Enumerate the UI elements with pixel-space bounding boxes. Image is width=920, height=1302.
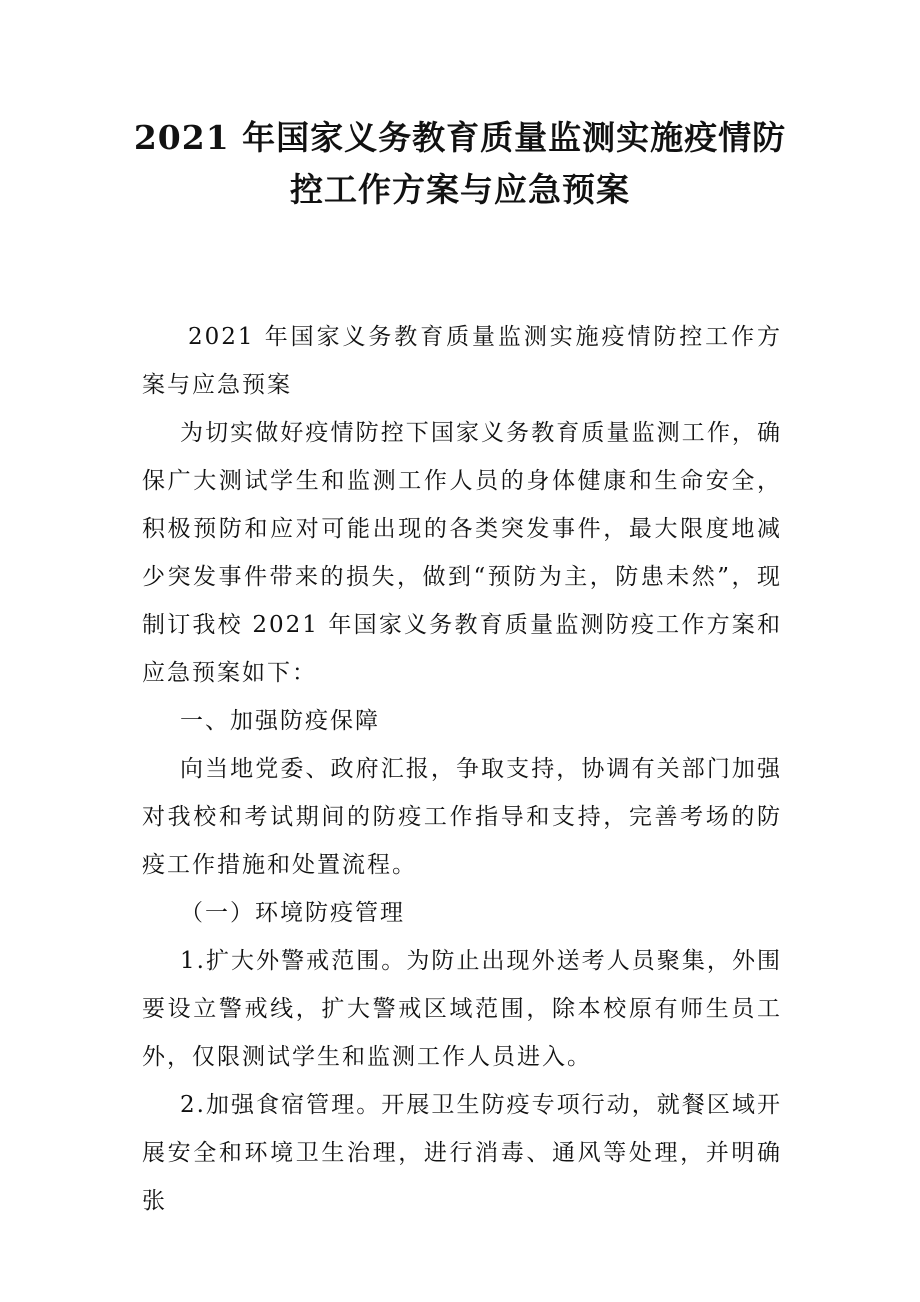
list-item-2: 2.加强食宿管理。开展卫生防疫专项行动，就餐区域开展安全和环境卫生治理，进行消毒、通风等处理，并明确张 [142, 1092, 782, 1214]
body-paragraph: 向当地党委、政府汇报，争取支持，协调有关部门加强对我校和考试期间的防疫工作指导和支持，完善考场的防疫工作措施和处置流程。 [142, 756, 782, 878]
intro-paragraph: 为切实做好疫情防控下国家义务教育质量监测工作，确保广大测试学生和监测工作人员的身体健康和生命安全，积极预防和应对可能出现的各类突发事件，最大限度地减少突发事件带来的损失，做到“预防为主，防患未然”，现制订我校 2021 年国家义务教育质量监测防疫工作方案和应急预案如下： [142, 420, 782, 686]
document-title-line-1: 2021 年国家义务教育质量监测实施疫情防 [133, 118, 787, 157]
document-body [142, 313, 782, 1225]
document-title [110, 112, 810, 216]
list-item-1: 1.扩大外警戒范围。为防止出现外送考人员聚集，外围要设立警戒线，扩大警戒区域范围，除本校原有师生员工外，仅限测试学生和监测工作人员进入。 [142, 948, 782, 1070]
subtitle-paragraph: 2021 年国家义务教育质量监测实施疫情防控工作方案与应急预案 [142, 324, 782, 398]
subsection-heading: （一）环境防疫管理 [180, 900, 405, 926]
section-heading: 一、加强防疫保障 [180, 708, 380, 734]
document-title-line-2: 控工作方案与应急预案 [290, 170, 630, 209]
